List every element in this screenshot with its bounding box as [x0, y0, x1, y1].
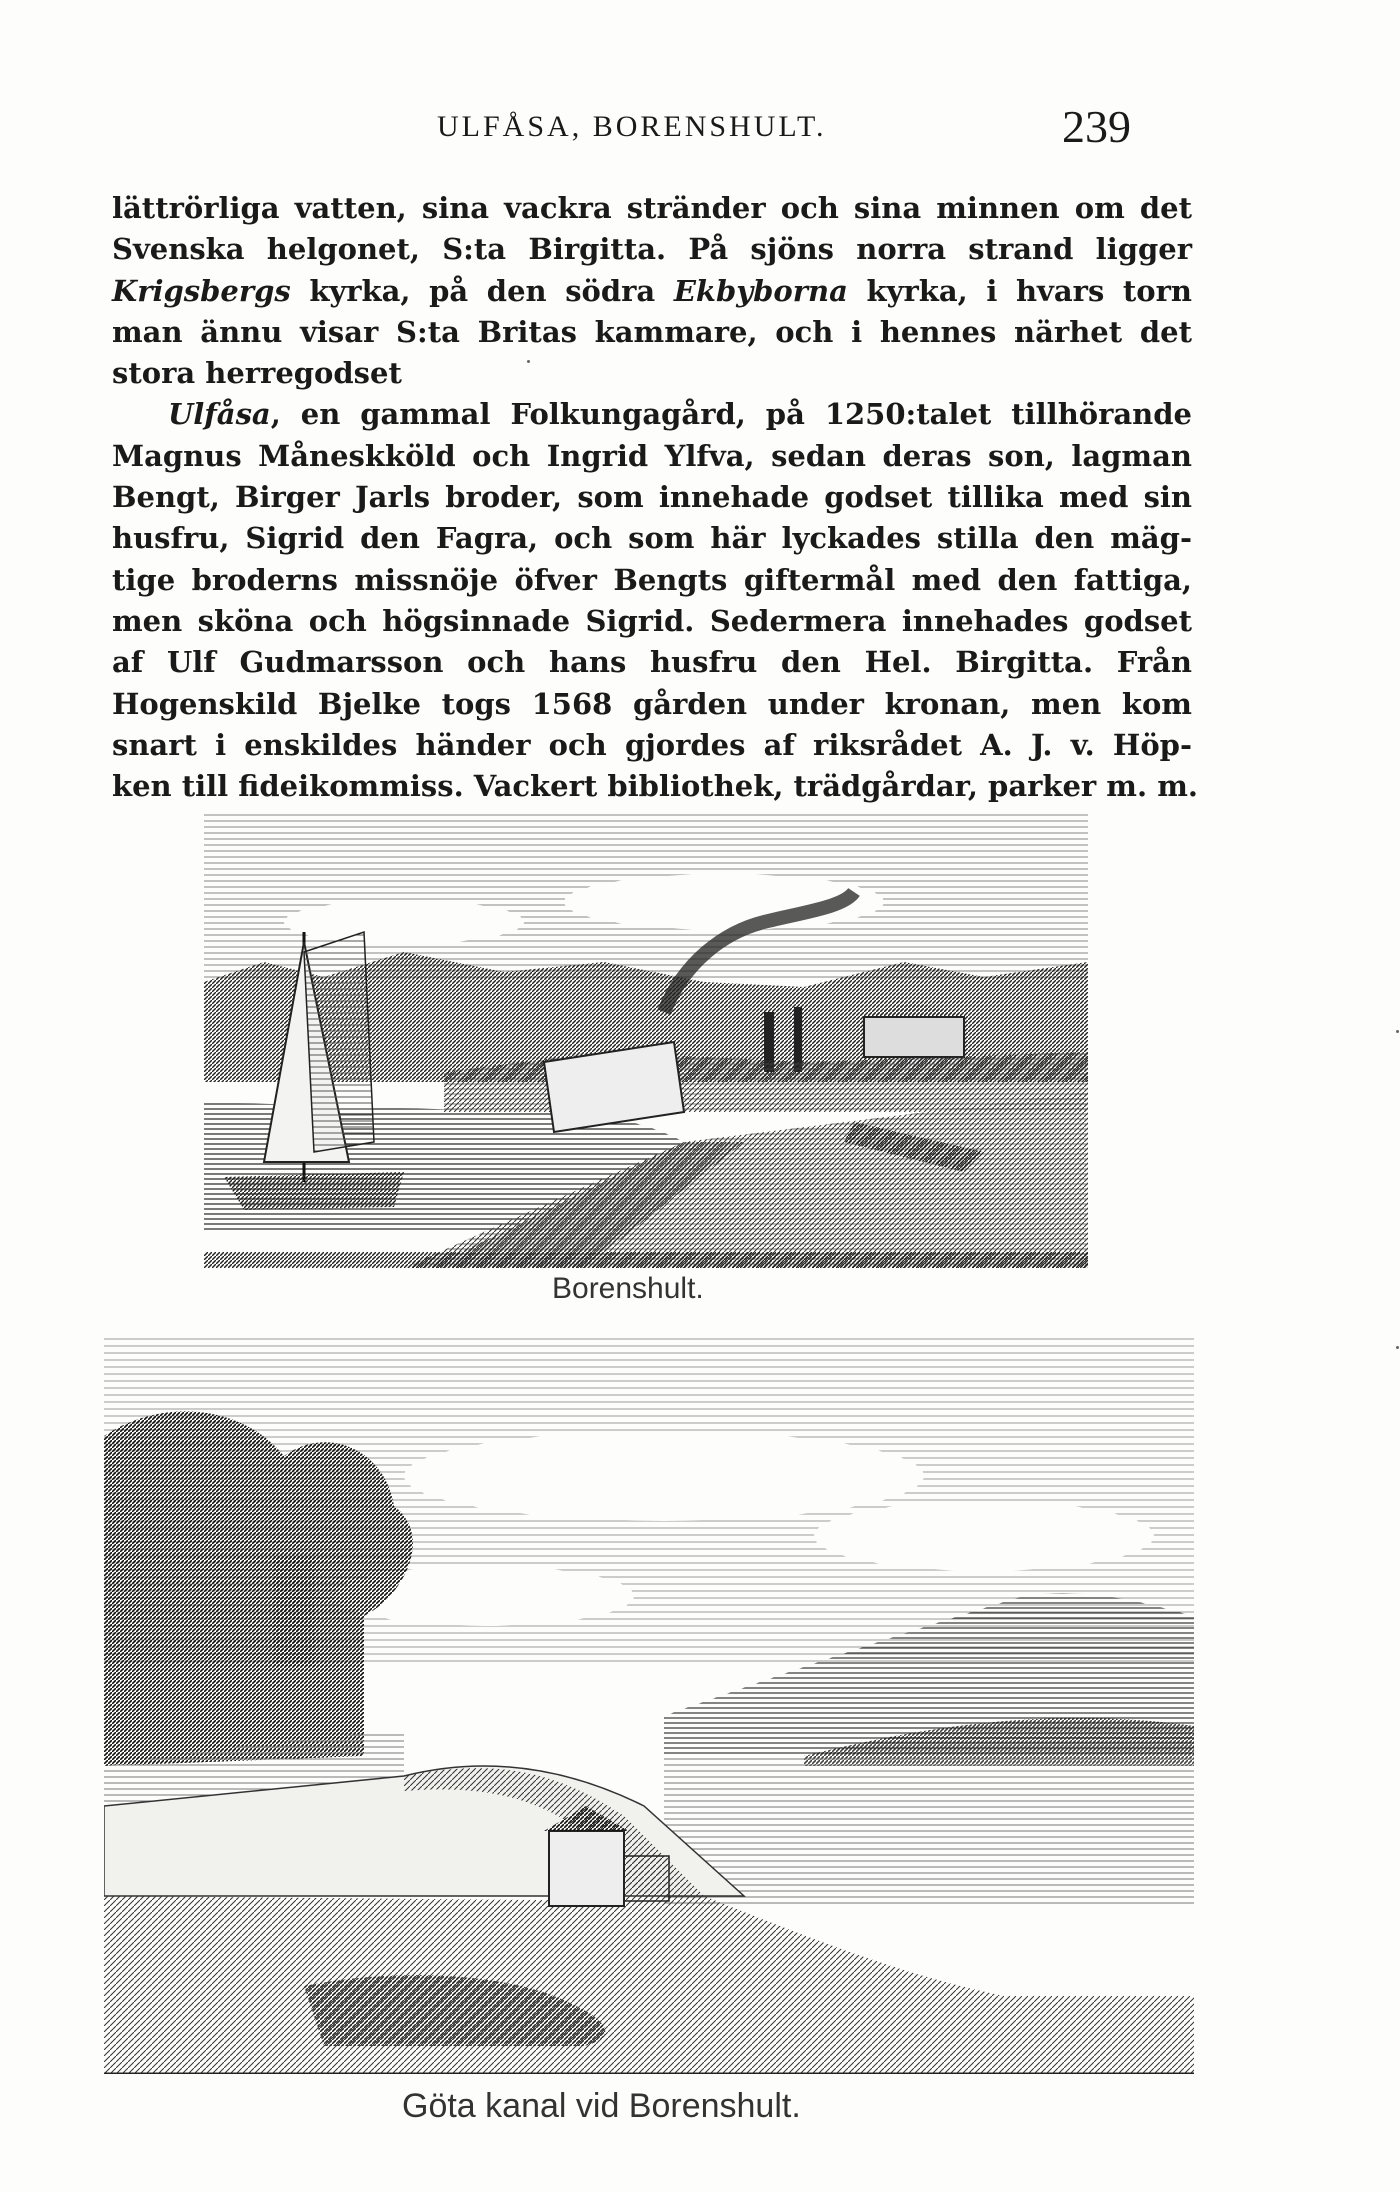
- stray-mark: [1396, 1030, 1399, 1033]
- text-fragment: kyrka, på den södra: [309, 273, 656, 308]
- engraving-borenshult-image: [204, 812, 1088, 1268]
- text-line: tige broderns missnöje öfver Bengts giftermål med den fattiga,: [112, 562, 1192, 597]
- engraving-borenshult: [204, 812, 1088, 1268]
- text-line: [112, 394, 1192, 435]
- engraving-gota-kanal: [104, 1336, 1194, 2074]
- text-line: af Ulf Gudmarsson och hans husfru den Hel. Birgitta. Från: [112, 645, 1192, 680]
- text-line: Svenska helgonet, S:ta Birgitta. På sjöns norra strand ligger: [112, 232, 1192, 267]
- text-line: Hogenskild Bjelke togs 1568 gården under kronan, men kom: [112, 686, 1192, 721]
- body-paragraph: [112, 188, 1198, 807]
- italic-place-name: Ulfåsa: [168, 397, 271, 432]
- text-line: snart i enskildes händer och gjordes af riksrådet A. J. v. Höp-: [112, 727, 1192, 762]
- text-line: ken till fideikommiss. Vackert bibliothek, trädgårdar, parker m. m.: [112, 769, 1198, 804]
- text-line: Magnus Måneskköld och Ingrid Ylfva, sedan deras son, lagman: [112, 438, 1192, 473]
- figure-caption: Göta kanal vid Borenshult.: [402, 2087, 801, 2125]
- stray-mark: [1396, 1346, 1399, 1349]
- engraving-gota-kanal-image: [104, 1336, 1194, 2074]
- italic-place-name: Ekbyborna: [673, 273, 848, 308]
- text-line: [112, 271, 1192, 312]
- text-line: stora herregodset: [112, 356, 402, 391]
- text-line: Bengt, Birger Jarls broder, som innehade godset tillika med sin: [112, 480, 1192, 515]
- italic-place-name: Krigsbergs: [112, 273, 291, 308]
- stray-mark: [527, 360, 530, 363]
- page-number: 239: [1062, 101, 1131, 152]
- page-header: [0, 100, 1400, 160]
- running-head: ULFÅSA, BORENSHULT.: [437, 110, 827, 143]
- text-line: men sköna och högsinnade Sigrid. Sedermera innehades godset: [112, 603, 1192, 638]
- text-fragment: , en gammal Folkungagård, på 1250:talet tillhörande: [270, 397, 1192, 432]
- figure-caption: Borenshult.: [552, 1272, 704, 1305]
- text-fragment: kyrka, i hvars torn: [866, 273, 1192, 308]
- text-line: lättrörliga vatten, sina vackra stränder och sina minnen om det: [112, 191, 1192, 225]
- text-line: husfru, Sigrid den Fagra, och som här lyckades stilla den mäg-: [112, 521, 1192, 556]
- text-line: man ännu visar S:ta Britas kammare, och i hennes närhet det: [112, 314, 1192, 349]
